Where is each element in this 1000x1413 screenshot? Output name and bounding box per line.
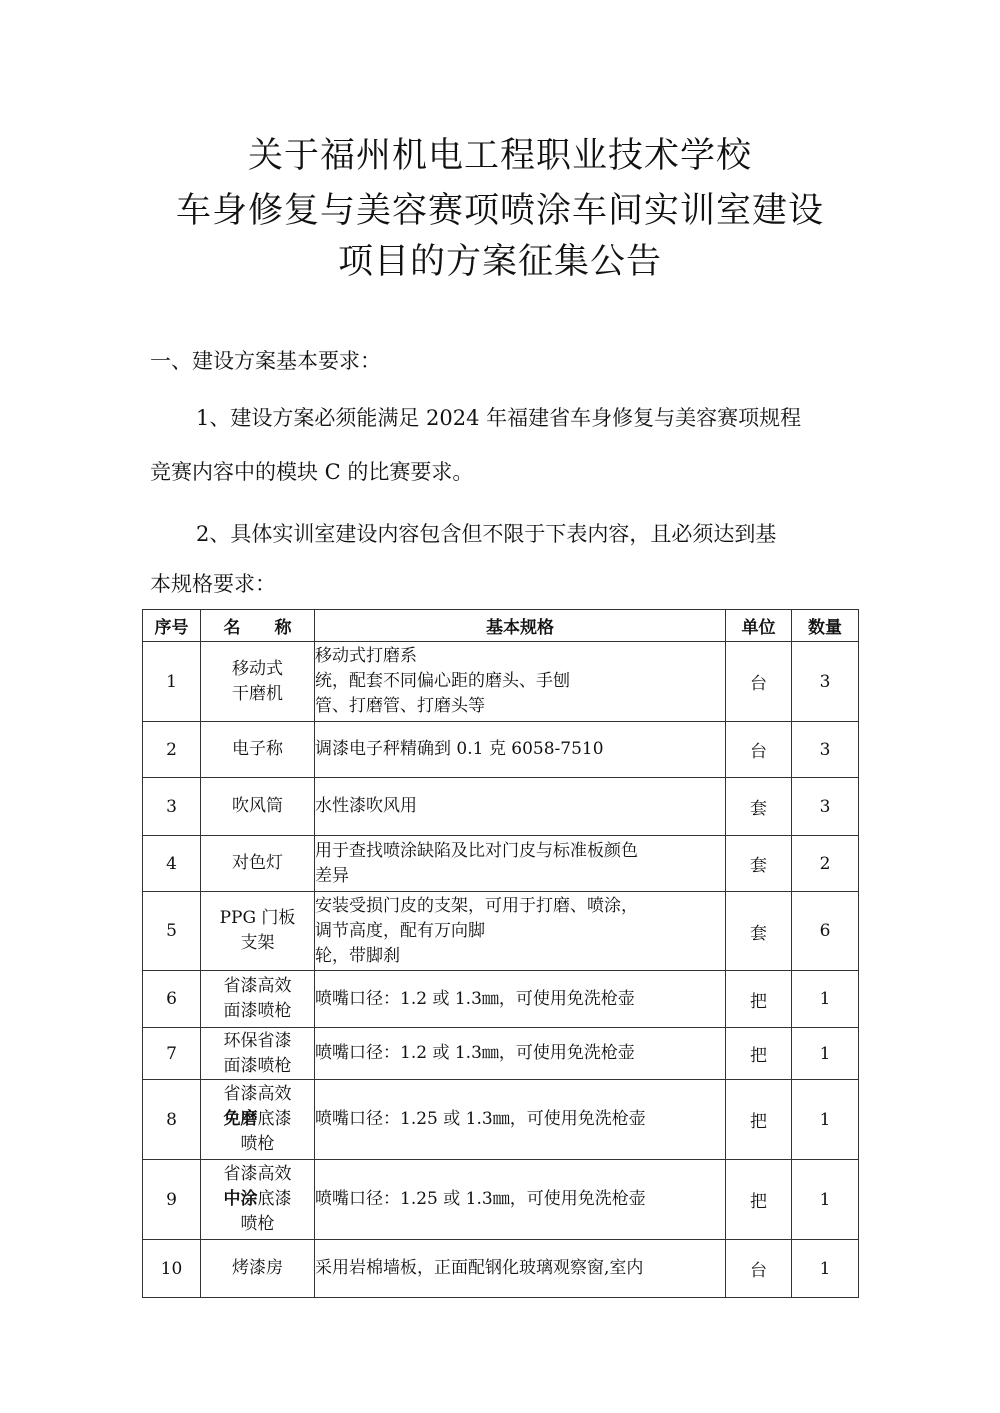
cell-spec xyxy=(315,778,726,836)
cell-spec xyxy=(315,722,726,778)
header-quantity: 数量 xyxy=(792,610,859,642)
cell-unit: 套 xyxy=(726,778,792,836)
name-line: 喷枪 xyxy=(240,1214,275,1234)
header-serial-no: 序号 xyxy=(143,610,201,642)
name-line: 吹风筒 xyxy=(232,796,283,816)
cell-name xyxy=(201,836,315,892)
spec-line: 喷嘴口径：1.25 或 1.3㎜，可使用免洗枪壶 xyxy=(315,1189,646,1209)
cell-name xyxy=(201,642,315,722)
cell-unit: 台 xyxy=(726,722,792,778)
cell-unit: 把 xyxy=(726,971,792,1028)
document-title-line-2: 车身修复与美容赛项喷涂车间实训室建设 xyxy=(175,191,824,231)
table-row xyxy=(143,1080,859,1160)
name-line: 面漆喷枪 xyxy=(223,1001,292,1021)
table-row xyxy=(143,1028,859,1080)
name-line: PPG 门板 xyxy=(219,908,296,928)
spec-line: 安装受损门皮的支架，可用于打磨、喷涂， xyxy=(315,895,638,916)
name-line: 省漆高效 xyxy=(223,976,292,996)
cell-serial-no: 2 xyxy=(143,722,201,778)
spec-line: 调漆电子秤精确到 0.1 克 6058-7510 xyxy=(315,739,604,759)
cell-spec xyxy=(315,836,726,892)
spec-line: 移动式打磨系 xyxy=(315,646,417,666)
cell-spec xyxy=(315,892,726,971)
cell-spec xyxy=(315,971,726,1028)
cell-serial-no: 7 xyxy=(143,1028,201,1080)
table-row xyxy=(143,1160,859,1240)
cell-name xyxy=(201,971,315,1028)
spec-line: 管、打磨管、打磨头等 xyxy=(315,696,485,716)
name-highlight: 中涂 xyxy=(223,1189,258,1209)
cell-quantity: 3 xyxy=(792,722,859,778)
table-row xyxy=(143,971,859,1028)
name-line: 免磨底漆 xyxy=(223,1109,292,1129)
header-unit: 单位 xyxy=(726,610,792,642)
cell-unit: 套 xyxy=(726,892,792,971)
name-line: 干磨机 xyxy=(232,683,283,704)
cell-unit: 套 xyxy=(726,836,792,892)
cell-quantity: 2 xyxy=(792,836,859,892)
cell-serial-no: 6 xyxy=(143,971,201,1028)
cell-spec xyxy=(315,1028,726,1080)
cell-serial-no: 5 xyxy=(143,892,201,971)
requirement-2-line-2: 本规格要求： xyxy=(150,572,276,596)
spec-line: 用于查找喷涂缺陷及比对门皮与标准板颜色 xyxy=(315,840,638,861)
cell-serial-no: 8 xyxy=(143,1080,201,1160)
name-highlight: 免磨 xyxy=(223,1109,258,1129)
document-title-line-1: 关于福州机电工程职业技术学校 xyxy=(247,136,752,176)
name-line: 环保省漆 xyxy=(223,1030,292,1051)
cell-name xyxy=(201,1160,315,1240)
name-line: 喷枪 xyxy=(240,1134,275,1154)
table-header-row xyxy=(143,610,859,642)
cell-quantity: 6 xyxy=(792,892,859,971)
cell-name xyxy=(201,722,315,778)
header-spec: 基本规格 xyxy=(315,610,726,642)
cell-quantity: 3 xyxy=(792,778,859,836)
cell-serial-no: 9 xyxy=(143,1160,201,1240)
spec-line: 差异 xyxy=(315,865,349,886)
table-row xyxy=(143,642,859,722)
table-row xyxy=(143,836,859,892)
table-row xyxy=(143,722,859,778)
cell-unit: 把 xyxy=(726,1028,792,1080)
equipment-spec-table xyxy=(142,609,859,1298)
name-line: 中涂底漆 xyxy=(223,1189,292,1209)
cell-serial-no: 10 xyxy=(143,1240,201,1298)
cell-quantity: 1 xyxy=(792,971,859,1028)
name-line: 电子称 xyxy=(232,739,283,759)
cell-name xyxy=(201,892,315,971)
cell-unit: 把 xyxy=(726,1080,792,1160)
cell-spec xyxy=(315,1080,726,1160)
cell-quantity: 1 xyxy=(792,1080,859,1160)
spec-line: 喷嘴口径：1.25 或 1.3㎜，可使用免洗枪壶 xyxy=(315,1109,646,1129)
name-line: 对色灯 xyxy=(232,853,283,873)
cell-quantity: 1 xyxy=(792,1028,859,1080)
cell-quantity: 1 xyxy=(792,1160,859,1240)
table-row xyxy=(143,1240,859,1298)
cell-name xyxy=(201,1080,315,1160)
header-name: 名 称 xyxy=(201,610,315,642)
cell-spec xyxy=(315,642,726,722)
requirement-1-line-2: 竞赛内容中的模块 C 的比赛要求。 xyxy=(150,460,474,484)
requirement-1-line-1: 1、建设方案必须能满足 2024 年福建省车身修复与美容赛项规程 xyxy=(196,406,802,430)
spec-line: 调节高度，配有万向脚 xyxy=(315,920,485,941)
cell-name xyxy=(201,1028,315,1080)
cell-unit: 台 xyxy=(726,642,792,722)
name-line: 面漆喷枪 xyxy=(223,1055,292,1076)
name-line: 烤漆房 xyxy=(232,1258,283,1278)
spec-line: 统，配套不同偏心距的磨头、手刨 xyxy=(315,671,570,691)
cell-serial-no: 3 xyxy=(143,778,201,836)
spec-line: 采用岩棉墙板，正面配钢化玻璃观察窗,室内 xyxy=(315,1258,644,1278)
cell-spec xyxy=(315,1240,726,1298)
cell-name xyxy=(201,1240,315,1298)
spec-line: 喷嘴口径：1.2 或 1.3㎜，可使用免洗枪壶 xyxy=(315,988,635,1009)
cell-serial-no: 4 xyxy=(143,836,201,892)
name-line: 移动式 xyxy=(232,658,283,679)
requirement-2-line-1: 2、具体实训室建设内容包含但不限于下表内容，且必须达到基 xyxy=(196,522,777,546)
name-line: 省漆高效 xyxy=(223,1084,292,1104)
table-row xyxy=(143,892,859,971)
document-title-line-3: 项目的方案征集公告 xyxy=(337,242,662,282)
cell-unit: 把 xyxy=(726,1160,792,1240)
cell-unit: 台 xyxy=(726,1240,792,1298)
table-row xyxy=(143,778,859,836)
spec-line: 轮，带脚刹 xyxy=(315,945,400,966)
section-heading: 一、建设方案基本要求： xyxy=(150,349,381,373)
cell-serial-no: 1 xyxy=(143,642,201,722)
spec-line: 喷嘴口径：1.2 或 1.3㎜，可使用免洗枪壶 xyxy=(315,1043,635,1063)
spec-line: 水性漆吹风用 xyxy=(315,796,417,816)
cell-quantity: 1 xyxy=(792,1240,859,1298)
name-line: 支架 xyxy=(240,933,275,953)
cell-name xyxy=(201,778,315,836)
name-line: 省漆高效 xyxy=(223,1164,292,1184)
cell-spec xyxy=(315,1160,726,1240)
cell-quantity: 3 xyxy=(792,642,859,722)
